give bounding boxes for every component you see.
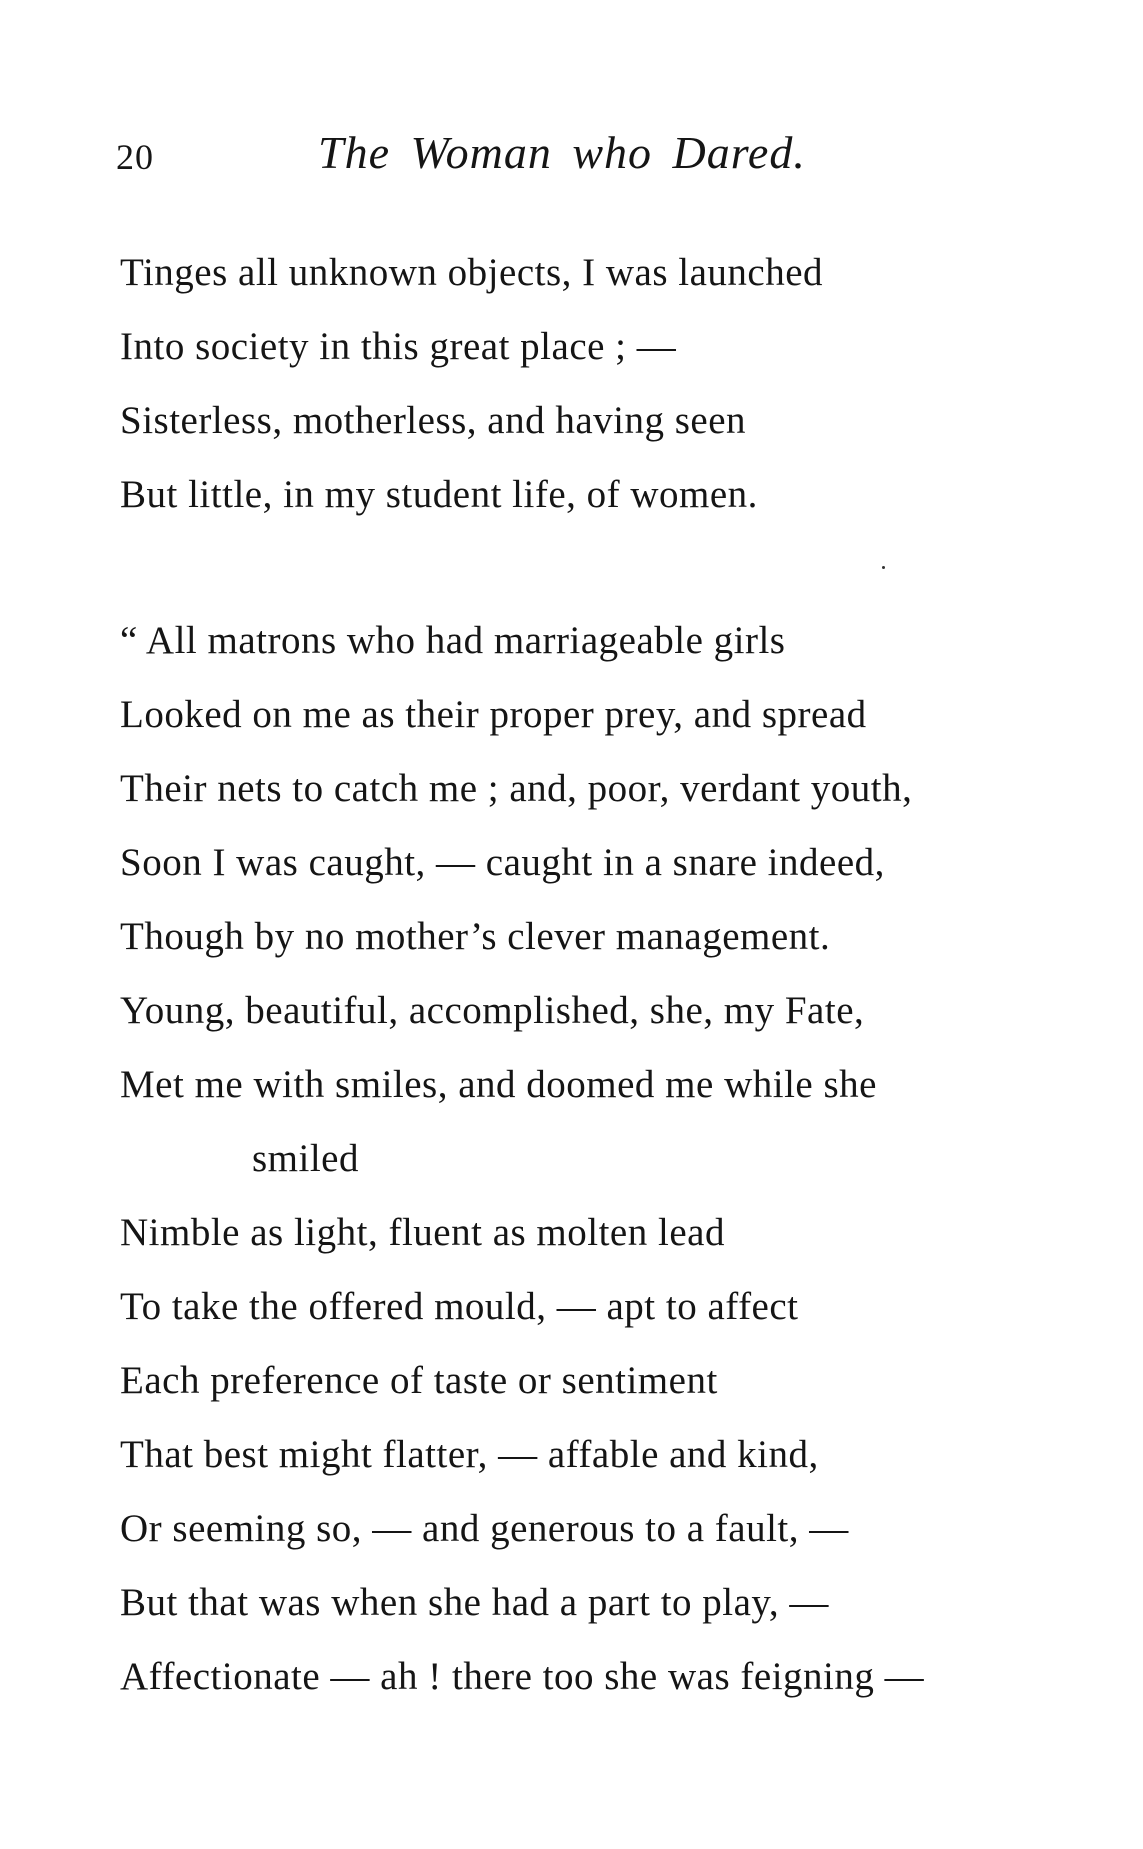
verse-line: Soon I was caught, — caught in a snare indeed, [120, 841, 885, 884]
verse-line: Met me with smiles, and doomed me while she [120, 1063, 877, 1106]
verse-line-continuation: smiled [252, 1137, 359, 1180]
verse-line: Though by no mother’s clever management. [120, 915, 831, 958]
verse-line: Their nets to catch me ; and, poor, verdant youth, [120, 767, 913, 810]
verse-line: Tinges all unknown objects, I was launched [120, 251, 824, 294]
verse-line: Sisterless, motherless, and having seen [120, 399, 747, 442]
verse-line: Looked on me as their proper prey, and spread [120, 693, 867, 736]
verse-line: Young, beautiful, accomplished, she, my Fate, [120, 989, 865, 1032]
verse-line: That best might flatter, — affable and kind, [120, 1433, 819, 1476]
page-number: 20 [116, 137, 154, 177]
verse-line: “ All matrons who had marriageable girls [120, 619, 786, 662]
verse-line: Each preference of taste or sentiment [120, 1359, 718, 1402]
verse-line: But that was when she had a part to play, — [120, 1581, 829, 1624]
verse-line: To take the offered mould, — apt to affect [120, 1285, 799, 1328]
print-speck [882, 566, 885, 569]
running-title: The Woman who Dared. [318, 127, 806, 178]
stanza-1 [120, 236, 1080, 532]
page-header [0, 122, 1143, 192]
verse-line: Nimble as light, fluent as molten lead [120, 1211, 725, 1254]
verse-line: Affectionate — ah ! there too she was feigning — [120, 1655, 925, 1698]
verse-line: But little, in my student life, of women. [120, 473, 758, 516]
verse-line: Or seeming so, — and generous to a fault, — [120, 1507, 849, 1550]
stanza-2 [120, 604, 1080, 1714]
verse-line: Into society in this great place ; — [120, 325, 677, 368]
